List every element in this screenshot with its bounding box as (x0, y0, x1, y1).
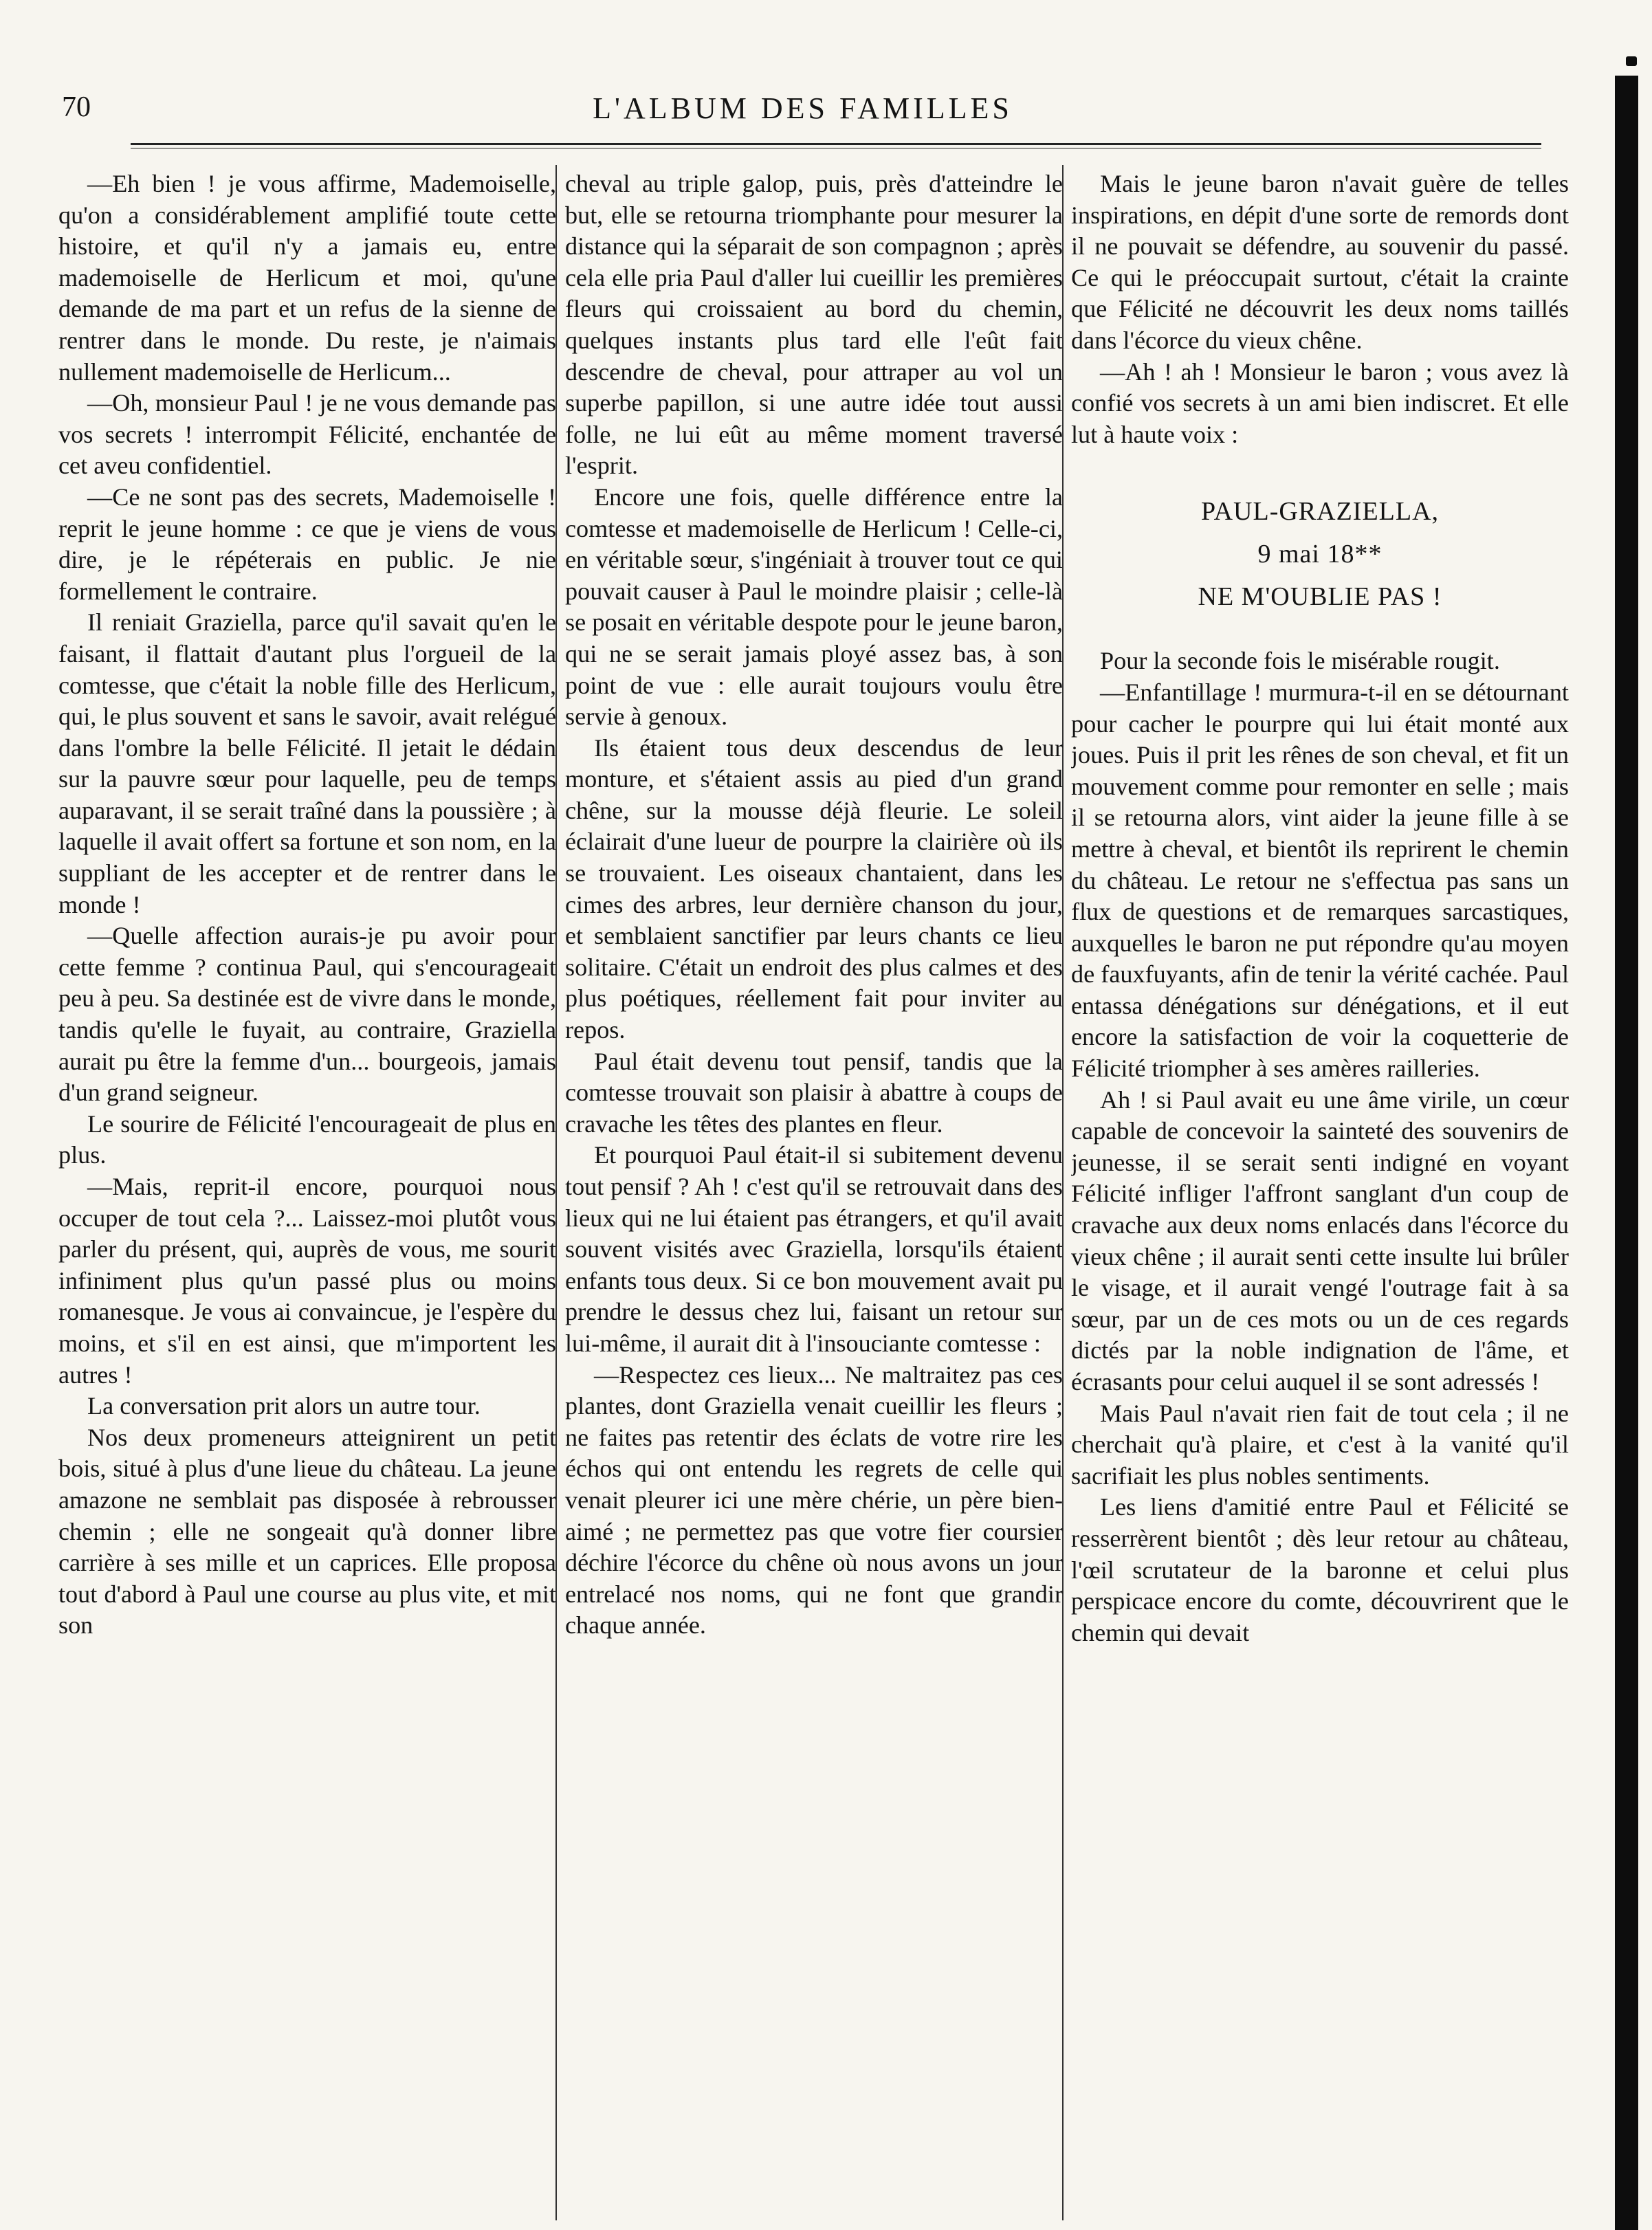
inscription-line: 9 mai 18** (1257, 540, 1383, 569)
paragraph: Paul était devenu tout pensif, tandis que la comtesse trouvait son plaisir à abattre à coups de cravache les têtes des plantes en fleur. (565, 1047, 1063, 1138)
text-column-3 (1071, 168, 1569, 2214)
paragraph: —Oh, monsieur Paul ! je ne vous demande pas vos secrets ! interrompit Félicité, enchantée de cet aveu confidentiel. (58, 389, 556, 480)
margin-mark (1626, 56, 1637, 66)
paragraph: La conversation prit alors un autre tour. (87, 1392, 481, 1420)
paragraph: Ah ! si Paul avait eu une âme virile, un cœur capable de concevoir la sainteté des souvenirs de jeunesse, il se serait senti indigné en voyant Félicité infliger l'affront sanglant d'un coup de cravache aux deux noms enlacés dans l'écorce du vieux chêne ; il aurait senti cette insulte lui brûler le visage, et il aurait vengé l'outrage fait à sa sœur, par un de ces mots ou un de ces regards dictés par la noble indignation de l'âme, et écrasants pour celui auquel il se sont adressés ! (1071, 1085, 1569, 1395)
paragraph: Pour la seconde fois le misérable rougit. (1100, 647, 1500, 675)
paragraph: Ils étaient tous deux descendus de leur monture, et s'étaient assis au pied d'un grand chêne, sur la mousse déjà fleurie. Le soleil éclairait d'une lueur de pourpre la clairière où ils se trouvaient. Les oiseaux chantaient, dans les cimes des arbres, leur dernière chanson du jour, et semblaient sanctifier par leurs chants ce lieu solitaire. C'était un endroit des plus calmes et des plus poétiques, réellement fait pour inviter au repos. (565, 733, 1063, 1044)
inscription-line: PAUL-GRAZIELLA, (1200, 497, 1440, 527)
paragraph: Le sourire de Félicité l'encourageait de plus en plus. (58, 1110, 556, 1169)
paragraph: —Enfantillage ! murmura-t-il en se détournant pour cacher le pourpre qui lui était monté aux joues. Puis il prit les rênes de son cheval, et fit un mouvement comme pour remonter en selle ; mais il se retourna alors, vint aider la jeune fille à se mettre à cheval, et bientôt ils reprirent le chemin du château. Le retour ne s'effectua pas sans un flux de questions et de remarques sarcastiques, auxquelles le baron ne put répondre qu'au moyen de fauxfuyants, afin de tenir la vérité cachée. Paul entassa dénégations sur dénégations, et il eut encore la satisfaction de voir la coquetterie de Félicité triompher à ses amères railleries. (1071, 678, 1569, 1083)
page-edge-shadow (1615, 76, 1638, 2230)
paragraph: Mais Paul n'avait rien fait de tout cela ; il ne cherchait qu'à plaire, et c'est à la vanité qu'il sacrifiait les plus nobles sentiments. (1071, 1399, 1569, 1490)
text-column-2 (565, 168, 1063, 2214)
page-header (62, 82, 1543, 137)
paragraph: —Quelle affection aurais-je pu avoir pour cette femme ? continua Paul, qui s'encourageait peu à peu. Sa destinée est de vivre dans le monde, tandis qu'elle le fuyait, au contraire, Graziella aurait pu être la femme d'un... bourgeois, jamais d'un grand seigneur. (58, 922, 556, 1107)
paragraph: —Ah ! ah ! Monsieur le baron ; vous avez là confié vos secrets à un ami bien indiscret. Et elle lut à haute voix : (1071, 357, 1569, 448)
running-title: L'ALBUM DES FAMILLES (593, 91, 1013, 125)
paragraph: —Mais, reprit-il encore, pourquoi nous occuper de tout cela ?... Laissez-moi plutôt vous parler du présent, qui, auprès de vous, me sourit infiniment plus qu'un passé plus ou moins romanesque. Je vous ai convaincue, je l'espère du moins, et s'il en est ainsi, que m'importent les autres ! (58, 1173, 556, 1389)
paragraph: —Respectez ces lieux... Ne maltraitez pas ces plantes, dont Graziella venait cueillir les fleurs ; ne faites pas retentir des éclats de votre rire les échos qui ont entendu les regrets de celle qui venait pleurer ici une mère chérie, un père bien-aimé ; ne permettez pas que votre fier coursier déchire l'écorce du chêne où nous avons un jour entrelacé nos noms, qui ne font que grandir chaque année. (565, 1360, 1063, 1640)
text-column-1 (58, 168, 556, 2214)
inscription-line: NE M'OUBLIE PAS ! (1198, 582, 1442, 612)
paragraph: Nos deux promeneurs atteignirent un petit bois, situé à plus d'une lieue du château. La jeune amazone ne semblait pas disposée à rebrousser chemin ; elle ne songeait qu'à donner libre carrière à ses mille et un caprices. Elle proposa tout d'abord à Paul une course au plus vite, et mit son (58, 1423, 556, 1640)
paragraph: —Ce ne sont pas des secrets, Mademoiselle ! reprit le jeune homme : ce que je viens de vous dire, je le répéterais en public. Je nie formellement le contraire. (58, 483, 556, 605)
paragraph: Il reniait Graziella, parce qu'il savait qu'en le faisant, il flattait d'autant plus l'orgueil de la comtesse, que c'était la noble fille des Herlicum, qui, le plus souvent et sans le savoir, avait relégué dans l'ombre la belle Félicité. Il jetait le dédain sur la pauvre sœur pour laquelle, peu de temps auparavant, il se serait traîné dans la poussière ; à laquelle il avait offert sa fortune et son nom, en la suppliant de les accepter et de rentrer dans le monde ! (58, 608, 556, 918)
page-number: 70 (62, 91, 91, 123)
paragraph: Les liens d'amitié entre Paul et Félicité se resserrèrent bientôt ; dès leur retour au château, l'œil scrutateur de la baronne et celui plus perspicace encore du comte, découvrirent que le chemin qui devait (1071, 1493, 1569, 1646)
header-rule (131, 143, 1541, 148)
paragraph: Et pourquoi Paul était-il si subitement devenu tout pensif ? Ah ! c'est qu'il se retrouvait dans des lieux qui ne lui étaient pas étrangers, et qu'il avait souvent visités avec Graziella, lorsqu'ils étaient enfants tous deux. Si ce bon mouvement avait pu prendre le dessus chez lui, faisant un retour sur lui-même, il aurait dit à l'insouciante comtesse : (565, 1141, 1063, 1357)
paragraph: —Eh bien ! je vous affirme, Mademoiselle, qu'on a considérablement amplifié toute cette histoire, et qu'il n'y a jamais eu, entre mademoiselle de Herlicum et moi, qu'une demande de ma part et un refus de la sienne de rentrer dans le monde. Du reste, je n'aimais nullement mademoiselle de Herlicum... (58, 170, 556, 386)
paragraph: cheval au triple galop, puis, près d'atteindre le but, elle se retourna triomphante pour mesurer la distance qui la séparait de son compagnon ; après cela elle pria Paul d'aller lui cueillir les premières fleurs qui croissaient au bord du chemin, quelques instants plus tard elle l'eût fait descendre de cheval, pour attraper au vol un superbe papillon, si une autre idée tout aussi folle, ne lui eût au même moment traversé l'esprit. (565, 170, 1063, 480)
paragraph: Mais le jeune baron n'avait guère de telles inspirations, en dépit d'une sorte de remords dont il ne pouvait se défendre, au souvenir du passé. Ce qui le préoccupait surtout, c'était la crainte que Félicité ne découvrit les deux noms taillés dans l'écorce du vieux chêne. (1071, 170, 1569, 354)
paragraph: Encore une fois, quelle différence entre la comtesse et mademoiselle de Herlicum ! Celle-ci, en véritable sœur, s'ingéniait à trouver tout ce qui pouvait causer à Paul le moindre plaisir ; celle-là se posait en véritable despote pour le jeune baron, qui ne se serait jamais ployé assez bas, à son point de vue : elle aurait toujours voulu être servie à genoux. (565, 483, 1063, 731)
